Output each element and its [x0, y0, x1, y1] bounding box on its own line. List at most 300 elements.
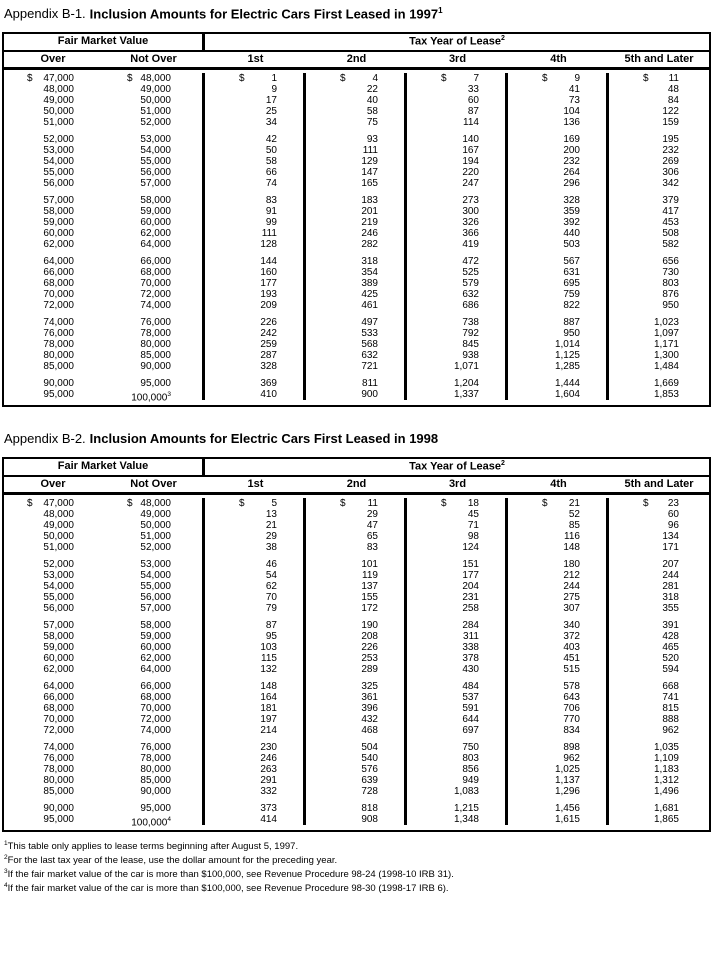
table-cell: [407, 786, 505, 797]
table-cell: [407, 84, 505, 95]
table-cell: [508, 642, 606, 653]
header-4th: 4th: [550, 477, 567, 490]
table-cell: [205, 84, 303, 95]
cell-value: 247: [462, 177, 479, 189]
cell-value: 378: [462, 652, 479, 664]
table-cell: [102, 156, 202, 167]
table-cell: [508, 350, 606, 361]
header-tax-year-label: Tax Year of Lease: [409, 35, 502, 48]
table-cell: [205, 317, 303, 328]
table-cell: [306, 592, 404, 603]
table-cell: [609, 803, 709, 814]
cell-value: 51,000: [43, 541, 74, 553]
table-cell: [609, 134, 709, 145]
table-cell: [609, 178, 709, 189]
cell-value: 47: [366, 519, 378, 531]
table-cell: [609, 106, 709, 117]
table-cell: [4, 653, 102, 664]
cell-value: 275: [563, 591, 580, 603]
table-cell: [102, 217, 202, 228]
cell-value: 74: [265, 177, 277, 189]
cell-value: 537: [462, 691, 479, 703]
dollar-sign: $: [239, 72, 245, 84]
table-cell: [205, 378, 303, 389]
cell-value: 246: [361, 227, 378, 239]
table-cell: [102, 692, 202, 703]
header-over: Over: [40, 477, 66, 490]
cell-value: 66,000: [43, 266, 74, 278]
table-cell: [102, 256, 202, 267]
cell-value: 792: [462, 327, 479, 339]
cell-value: 204: [462, 580, 479, 592]
footnote: [4, 838, 721, 852]
cell-value: 95,000: [43, 813, 74, 825]
table-cell: [4, 581, 102, 592]
table-cell: [508, 620, 606, 631]
cell-value: 258: [462, 602, 479, 614]
table-column-5th-and-later: [609, 498, 709, 825]
dollar-sign: $: [27, 72, 33, 84]
cell-value: 21: [265, 519, 277, 531]
cell-value: 1,183: [653, 763, 679, 775]
footnote-text: For the last tax year of the lease, use the dollar amount for the preceding year.: [7, 854, 338, 866]
cell-value: 52,000: [140, 541, 171, 553]
cell-value: 949: [462, 774, 479, 786]
table-cell: [508, 753, 606, 764]
dollar-sign: $: [340, 497, 346, 509]
cell-value: 85,000: [140, 349, 171, 361]
footnote-ref-1: 1: [438, 6, 443, 15]
table-cell: [306, 498, 404, 509]
cell-value: 53,000: [140, 558, 171, 570]
table-cell: [205, 289, 303, 300]
cell-value: 328: [260, 360, 277, 372]
table-cell: [508, 95, 606, 106]
table-column-5th-and-later: [609, 73, 709, 400]
table-cell: [4, 531, 102, 542]
table-cell: [609, 714, 709, 725]
table-cell: [609, 775, 709, 786]
table-cell: [4, 178, 102, 189]
cell-value: 342: [662, 177, 679, 189]
table-column-4th: [508, 73, 609, 400]
table-cell: [205, 581, 303, 592]
cell-value: 72,000: [43, 299, 74, 311]
table-cell: [4, 753, 102, 764]
dollar-sign: $: [643, 72, 649, 84]
table-cell: [508, 742, 606, 753]
table-cell: [306, 350, 404, 361]
cell-value: 1,137: [554, 774, 580, 786]
table-cell: [609, 117, 709, 128]
cell-value: 591: [462, 702, 479, 714]
cell-value: 50,000: [43, 105, 74, 117]
table-cell: [508, 195, 606, 206]
table-cell: [102, 361, 202, 372]
cell-value: 72,000: [43, 724, 74, 736]
cell-value: 180: [563, 558, 580, 570]
cell-value: 284: [462, 619, 479, 631]
table-cell: [4, 339, 102, 350]
cell-value: 66,000: [43, 691, 74, 703]
table-cell: [407, 542, 505, 553]
table-cell: [205, 803, 303, 814]
table-cell: [4, 106, 102, 117]
header-4th: 4th: [550, 52, 567, 65]
table-cell: [102, 117, 202, 128]
cell-value: 520: [662, 652, 679, 664]
cell-value: 90,000: [140, 360, 171, 372]
cell-value: 1,615: [554, 813, 580, 825]
cell-value: 738: [462, 316, 479, 328]
table-cell: [508, 361, 606, 372]
cell-value: 311: [463, 630, 479, 642]
cell-value: 803: [662, 277, 679, 289]
table-cell: [508, 603, 606, 614]
table-cell: [306, 206, 404, 217]
table-cell: [306, 256, 404, 267]
table-cell: [306, 542, 404, 553]
cell-value: 815: [662, 702, 679, 714]
table-cell: [407, 664, 505, 675]
table-cell: [4, 156, 102, 167]
cell-value: 70,000: [43, 288, 74, 300]
cell-value: 515: [563, 663, 580, 675]
cell-value: 64,000: [140, 238, 171, 250]
table-cell: [4, 570, 102, 581]
table-cell: [306, 239, 404, 250]
cell-value: 212: [563, 569, 580, 581]
table-cell: [508, 278, 606, 289]
table-cell: [609, 764, 709, 775]
table-cell: [508, 134, 606, 145]
cell-value: 21: [568, 497, 580, 509]
cell-value: 264: [563, 166, 580, 178]
cell-value: 197: [260, 713, 277, 725]
cell-value: 42: [265, 133, 277, 145]
cell-value: 414: [260, 813, 277, 825]
table-cell: [609, 520, 709, 531]
cell-value: 64,000: [43, 680, 74, 692]
cell-value: 17: [265, 94, 277, 106]
cell-value: 391: [662, 619, 679, 631]
table-cell: [4, 300, 102, 311]
table-cell: [508, 786, 606, 797]
cell-value: 326: [462, 216, 479, 228]
table-cell: [306, 167, 404, 178]
cell-value: 55,000: [43, 591, 74, 603]
appendix-b2-section: [2, 431, 721, 832]
table-cell: [4, 350, 102, 361]
table-cell: [407, 803, 505, 814]
appendix-b2-title: [2, 431, 721, 446]
cell-value: 90,000: [140, 785, 171, 797]
cell-value: 181: [260, 702, 277, 714]
cell-value: 64,000: [43, 255, 74, 267]
cell-value: 11: [668, 72, 679, 84]
table-cell: [609, 317, 709, 328]
cell-value: 4: [372, 72, 378, 84]
cell-value: 132: [260, 663, 277, 675]
table-cell: [508, 317, 606, 328]
table-cell: [4, 764, 102, 775]
cell-value: 52,000: [43, 558, 74, 570]
table-cell: [508, 256, 606, 267]
table-cell: [407, 570, 505, 581]
cell-value: 576: [361, 763, 378, 775]
table-cell: [306, 317, 404, 328]
cell-value: 95,000: [140, 802, 171, 814]
table-cell: [4, 803, 102, 814]
table-cell: [102, 498, 202, 509]
cell-value: 453: [662, 216, 679, 228]
cell-value: 1,171: [653, 338, 679, 350]
cell-value: 7: [473, 72, 479, 84]
cell-value: 22: [366, 83, 378, 95]
table-cell: [306, 714, 404, 725]
cell-value: 177: [462, 569, 479, 581]
footnote-text: If the fair market value of the car is more than $100,000, see Revenue Procedure 98-24 (1998-10 IRB 31).: [7, 869, 454, 881]
table-cell: [102, 267, 202, 278]
cell-value: 55,000: [43, 166, 74, 178]
table-cell: [609, 531, 709, 542]
table-cell: [4, 509, 102, 520]
cell-value: 195: [662, 133, 679, 145]
table-cell: [508, 289, 606, 300]
table-cell: [508, 725, 606, 736]
cell-value: 1,484: [653, 360, 679, 372]
table-cell: [205, 300, 303, 311]
table-cell: [205, 542, 303, 553]
cell-value: 259: [260, 338, 277, 350]
table-column-1st: [205, 498, 306, 825]
cell-value: 461: [361, 299, 378, 311]
table-body: [4, 70, 709, 405]
header-5th-and-later: 5th and Later: [624, 477, 694, 490]
cell-value: 100,000: [131, 392, 168, 404]
cell-value: 155: [361, 591, 378, 603]
cell-value: 282: [361, 238, 378, 250]
cell-value: 379: [662, 194, 679, 206]
cell-value: 1,285: [554, 360, 580, 372]
cell-value: 66,000: [140, 255, 171, 267]
table-cell: [102, 764, 202, 775]
cell-value: 632: [361, 349, 378, 361]
cell-value: 644: [462, 713, 479, 725]
table-cell: [508, 664, 606, 675]
cell-value: 68,000: [43, 702, 74, 714]
cell-value: 244: [662, 569, 679, 581]
table-cell: [508, 520, 606, 531]
table-cell: [609, 681, 709, 692]
table-cell: [306, 692, 404, 703]
table-cell: [508, 764, 606, 775]
cell-value: 594: [662, 663, 679, 675]
table-cell: [609, 84, 709, 95]
table-cell: [508, 531, 606, 542]
table-cell: [205, 775, 303, 786]
cell-value: 172: [361, 602, 378, 614]
table-cell: [102, 278, 202, 289]
table-cell: [205, 339, 303, 350]
table-cell: [609, 753, 709, 764]
cell-value: 1,496: [653, 785, 679, 797]
table-cell: [407, 389, 505, 400]
cell-value: 888: [662, 713, 679, 725]
table-cell: [407, 814, 505, 825]
table-cell: [306, 339, 404, 350]
table-cell: [102, 714, 202, 725]
table-cell: [102, 389, 202, 404]
footnote-marker: 4: [4, 882, 8, 890]
cell-value: 70,000: [140, 702, 171, 714]
table-cell: [102, 167, 202, 178]
table-cell: [102, 642, 202, 653]
table-cell: [4, 642, 102, 653]
table-cell: [4, 267, 102, 278]
table-cell: [407, 217, 505, 228]
table-cell: [306, 84, 404, 95]
table-cell: [306, 178, 404, 189]
cell-value: 430: [462, 663, 479, 675]
table-cell: [306, 642, 404, 653]
table-cell: [407, 73, 505, 84]
cell-value: 359: [563, 205, 580, 217]
table-cell: [4, 742, 102, 753]
table-cell: [4, 317, 102, 328]
table-cell: [508, 156, 606, 167]
cell-value: 372: [563, 630, 580, 642]
table-cell: [306, 559, 404, 570]
cell-value: 53,000: [140, 133, 171, 145]
dollar-sign: $: [542, 497, 548, 509]
table-cell: [205, 73, 303, 84]
table-cell: [609, 350, 709, 361]
header-tax-year-label: Tax Year of Lease: [409, 460, 502, 473]
cell-value: 148: [563, 541, 580, 553]
table-cell: [407, 581, 505, 592]
cell-value: 1,204: [453, 377, 479, 389]
cell-value: 60: [467, 94, 479, 106]
table-cell: [508, 84, 606, 95]
cell-value: 50,000: [140, 519, 171, 531]
table-cell: [306, 520, 404, 531]
cell-value: 51,000: [43, 116, 74, 128]
cell-value: 62,000: [140, 227, 171, 239]
table-cell: [609, 692, 709, 703]
appendix-b2-title-text: Inclusion Amounts for Electric Cars First Leased in 1998: [89, 430, 439, 446]
table-cell: [407, 350, 505, 361]
table-cell: [508, 228, 606, 239]
cell-value: 834: [563, 724, 580, 736]
cell-value: 66: [265, 166, 277, 178]
cell-value: 759: [563, 288, 580, 300]
table-header-groups: [4, 459, 709, 477]
table-cell: [306, 328, 404, 339]
table-cell: [508, 814, 606, 825]
table-cell: [4, 631, 102, 642]
table-cell: [102, 339, 202, 350]
cell-value: 1,681: [653, 802, 679, 814]
table-cell: [4, 714, 102, 725]
table-cell: [306, 300, 404, 311]
cell-value: 484: [462, 680, 479, 692]
table-cell: [609, 278, 709, 289]
table-cell: [407, 620, 505, 631]
cell-value: 57,000: [140, 602, 171, 614]
cell-value: 33: [467, 83, 479, 95]
table-cell: [4, 278, 102, 289]
cell-value: 80,000: [140, 338, 171, 350]
cell-value: 389: [361, 277, 378, 289]
cell-value: 91: [265, 205, 277, 217]
table-cell: [407, 256, 505, 267]
cell-value: 300: [462, 205, 479, 217]
table-cell: [407, 267, 505, 278]
table-cell: [4, 542, 102, 553]
table-cell: [4, 620, 102, 631]
table-cell: [306, 117, 404, 128]
table-cell: [407, 178, 505, 189]
table-cell: [102, 570, 202, 581]
table-cell: [407, 775, 505, 786]
cell-value: 508: [662, 227, 679, 239]
table-cell: [609, 570, 709, 581]
cell-value: 54,000: [43, 580, 74, 592]
header-3rd: 3rd: [448, 52, 467, 65]
table-cell: [508, 714, 606, 725]
cell-value: 226: [361, 641, 378, 653]
cell-value: 48,000: [140, 72, 171, 84]
table-cell: [306, 581, 404, 592]
cell-value: 193: [260, 288, 277, 300]
table-header-groups: [4, 34, 709, 52]
cell-value: 48,000: [43, 83, 74, 95]
table-cell: [102, 531, 202, 542]
table-cell: [609, 95, 709, 106]
cell-value: 160: [260, 266, 277, 278]
table-cell: [4, 206, 102, 217]
table-cell: [508, 206, 606, 217]
table-cell: [102, 378, 202, 389]
cell-value: 11: [367, 497, 378, 509]
table-cell: [205, 742, 303, 753]
table-cell: [407, 753, 505, 764]
cell-value: 62,000: [43, 663, 74, 675]
table-cell: [306, 603, 404, 614]
table-cell: [609, 73, 709, 84]
table-cell: [4, 725, 102, 736]
dollar-sign: $: [643, 497, 649, 509]
table-cell: [102, 742, 202, 753]
cell-value: 58: [366, 105, 378, 117]
table-cell: [4, 145, 102, 156]
cell-value: 60,000: [140, 216, 171, 228]
cell-value: 70,000: [140, 277, 171, 289]
table-cell: [306, 228, 404, 239]
header-tax-year-of-lease: [205, 34, 709, 50]
table-cell: [407, 653, 505, 664]
table-cell: [609, 217, 709, 228]
cell-value: 57,000: [43, 619, 74, 631]
table-cell: [4, 786, 102, 797]
appendix-b1-title-text: Inclusion Amounts for Electric Cars First Leased in 1997: [89, 6, 439, 22]
cell-value: 78,000: [140, 327, 171, 339]
table-cell: [609, 206, 709, 217]
table-cell: [205, 764, 303, 775]
cell-value: 1,125: [554, 349, 580, 361]
cell-value: 578: [563, 680, 580, 692]
